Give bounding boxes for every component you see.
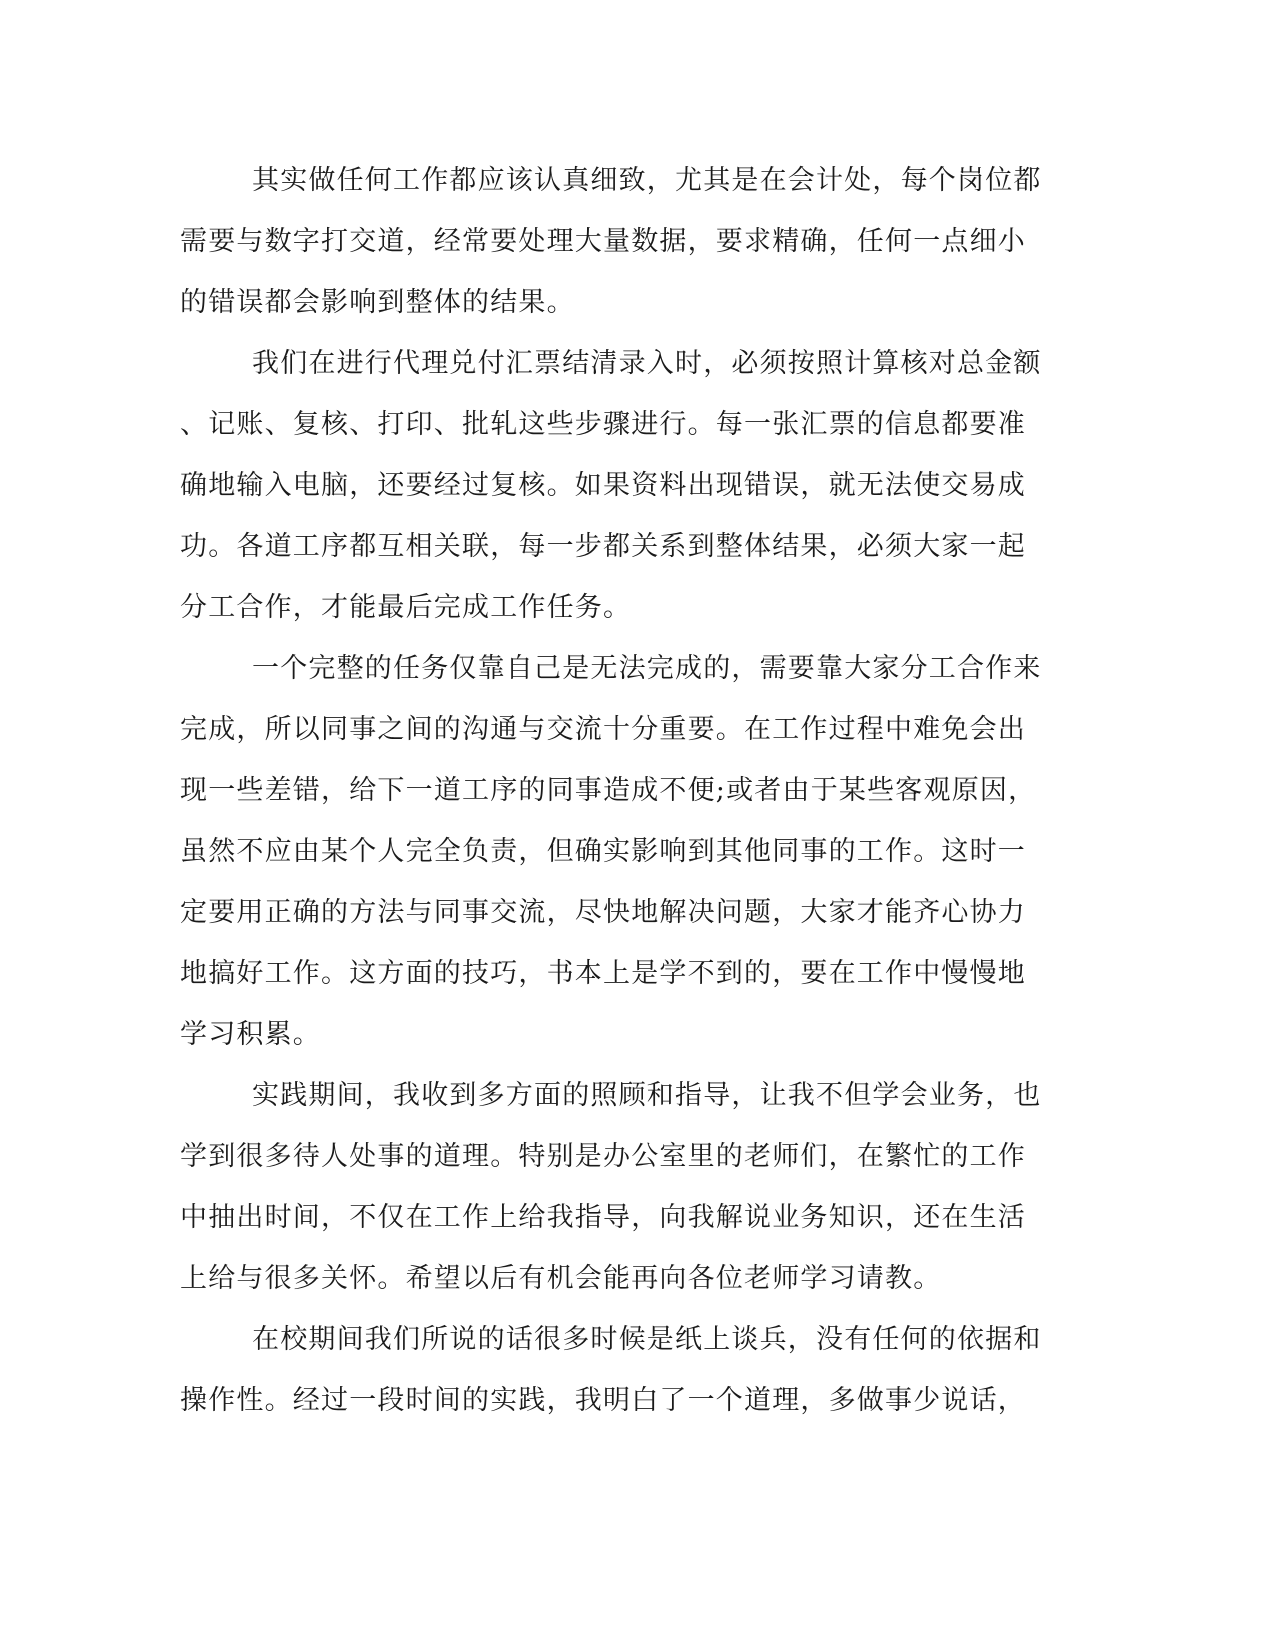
paragraph-3-line-3: 现一些差错，给下一道工序的同事造成不便;或者由于某些客观原因，: [180, 775, 1037, 806]
paragraph-1-line-2: 需要与数字打交道，经常要处理大量数据，要求精确，任何一点细小: [180, 226, 1026, 257]
paragraph-2-line-2: 、记账、复核、打印、批轧这些步骤进行。每一张汇票的信息都要准: [180, 409, 1026, 440]
paragraph-3-line-2: 完成，所以同事之间的沟通与交流十分重要。在工作过程中难免会出: [180, 714, 1026, 745]
paragraph-1-line-1: 其实做任何工作都应该认真细致，尤其是在会计处，每个岗位都: [252, 165, 1042, 196]
paragraph-4-line-4: 上给与很多关怀。希望以后有机会能再向各位老师学习请教。: [180, 1263, 942, 1294]
paragraph-3-line-7: 学习积累。: [180, 1019, 321, 1050]
document-body: [180, 150, 1042, 1431]
paragraph-3-line-5: 定要用正确的方法与同事交流，尽快地解决问题，大家才能齐心协力: [180, 897, 1026, 928]
paragraph-3-line-4: 虽然不应由某个人完全负责，但确实影响到其他同事的工作。这时一: [180, 836, 1026, 867]
paragraph-2-line-1: 我们在进行代理兑付汇票结清录入时，必须按照计算核对总金额: [252, 348, 1042, 379]
paragraph-5-line-1: 在校期间我们所说的话很多时候是纸上谈兵，没有任何的依据和: [252, 1324, 1042, 1355]
paragraph-2-line-5: 分工合作，才能最后完成工作任务。: [180, 592, 632, 623]
paragraph-4-line-3: 中抽出时间，不仅在工作上给我指导，向我解说业务知识，还在生活: [180, 1202, 1026, 1233]
paragraph-4-line-1: 实践期间，我收到多方面的照顾和指导，让我不但学会业务，也: [252, 1080, 1042, 1111]
paragraph-3-line-6: 地搞好工作。这方面的技巧，书本上是学不到的，要在工作中慢慢地: [180, 958, 1026, 989]
paragraph-2-line-3: 确地输入电脑，还要经过复核。如果资料出现错误，就无法使交易成: [180, 470, 1026, 501]
paragraph-1-line-3: 的错误都会影响到整体的结果。: [180, 287, 575, 318]
paragraph-4-line-2: 学到很多待人处事的道理。特别是办公室里的老师们，在繁忙的工作: [180, 1141, 1026, 1172]
paragraph-3-line-1: 一个完整的任务仅靠自己是无法完成的，需要靠大家分工合作来: [252, 653, 1042, 684]
paragraph-5-line-2: 操作性。经过一段时间的实践，我明白了一个道理，多做事少说话，: [180, 1385, 1026, 1416]
paragraph-2-line-4: 功。各道工序都互相关联，每一步都关系到整体结果，必须大家一起: [180, 531, 1026, 562]
